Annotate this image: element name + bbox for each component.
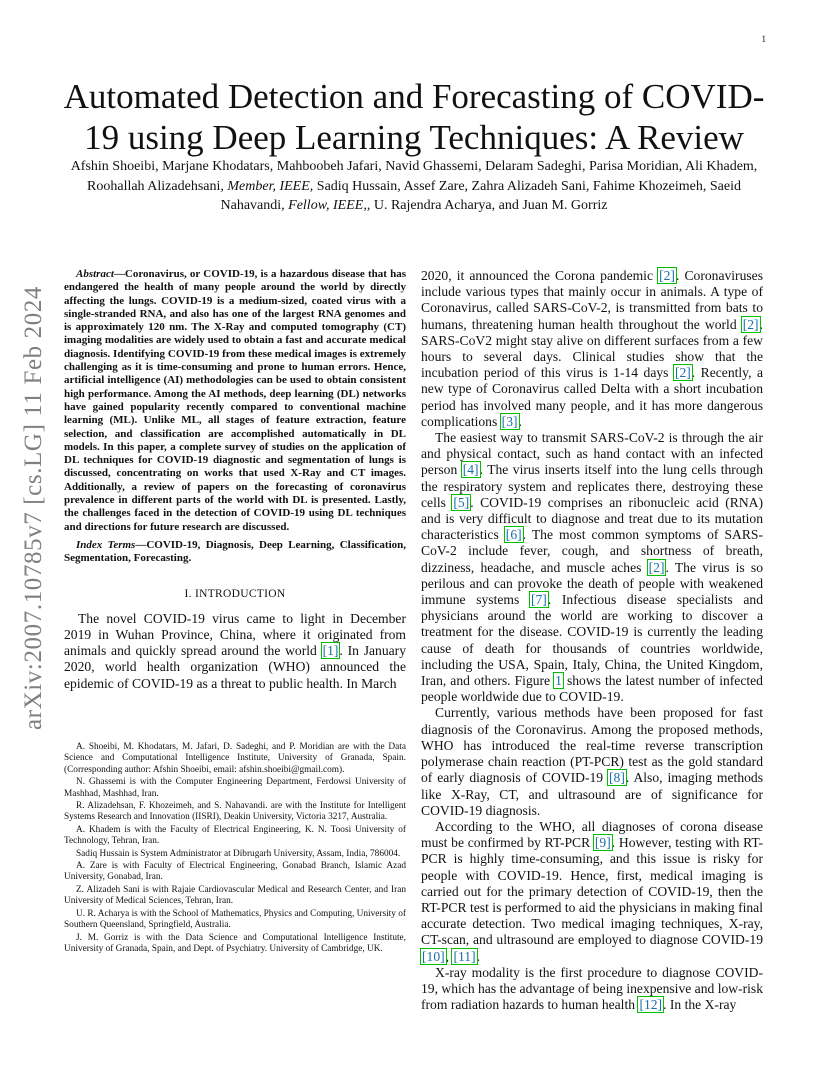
citation-link[interactable]: [3]: [501, 413, 518, 429]
text-run: . In the X-ray: [663, 997, 737, 1013]
footnote: Sadiq Hussain is System Administrator at Dibrugarh University, Assam, India, 786004.: [76, 848, 401, 859]
text-run: . Infectious disease specialists and physicians around the world are working to discover a treatment for the disease. COVID-19 is currently the leading cause of death for thousands of countries worldwide, including the USA, Spain, Italy, China, the United Kingdom, Iran, and others. Figure: [421, 592, 764, 689]
intro-paragraph-3: [421, 705, 763, 818]
text-run: ,: [445, 948, 453, 964]
footnote: U. R. Acharya is with the School of Mathematics, Physics and Computing, University of Southern Queensland, Springfield, Australia.: [64, 908, 406, 931]
intro-paragraph-1-cont: [421, 268, 763, 430]
author-affiliation-fellow: Fellow, IEEE,: [288, 198, 367, 213]
author-names-3: , U. Rajendra Acharya, and Juan M. Gorriz: [366, 198, 608, 213]
author-affiliation-member: Member, IEEE,: [227, 178, 314, 194]
author-footnotes: [64, 742, 406, 956]
citation-link[interactable]: [8]: [609, 770, 625, 786]
text-run: . However, testing with RT-PCR is highly time-consuming, and this issue is risky for people with COVID-19. Hence, first, medical imaging is carried out for the primary detection of COVID-19, then the RT-PCR test is performed to aid the physicians in making final accurate detection. Two medical imaging techniques, X-ray, CT-scan, and ultrasound are employed to diagnose COVID-19: [421, 835, 764, 948]
citation-link[interactable]: [11]: [453, 948, 476, 964]
author-names-1: Afshin Shoeibi, Marjane Khodatars, Mahboobeh Jafari, Navid Ghassemi, Delaram Sadeghi, Parisa Moridian, Ali Khadem, Roohallah Alizadehsani,: [70, 159, 758, 194]
citation-link[interactable]: [4]: [462, 462, 479, 478]
abstract-lead: Abstract: [76, 268, 114, 280]
text-run: . Recently, a new type of Coronavirus called Delta with a short incubation period has involved many people, and it has more dangerous complications: [421, 365, 763, 429]
footnote: Z. Alizadeh Sani is with Rajaie Cardiovascular Medical and Research Center, and Iran University of Medical Sciences, Tehran, Iran.: [64, 884, 406, 907]
intro-paragraph-2: [421, 430, 763, 705]
left-column: [64, 268, 406, 692]
citation-link[interactable]: [5]: [453, 494, 470, 510]
text-run: . The most common symptoms of SARS-CoV-2 include fever, cough, and shortness of breath, dizziness, headache, and muscle aches: [421, 527, 764, 575]
citation-link[interactable]: [2]: [742, 316, 759, 332]
abstract: [64, 268, 406, 534]
text-run: .: [518, 413, 522, 429]
text-run: . Also, imaging methods like X-Ray, CT, and ultrasound are of significance for COVID-19 diagnosis.: [421, 770, 763, 818]
text-run: X-ray modality is the first procedure to diagnose COVID-19, which has the advantage of being inexpensive and low-risk from radiation hazards to human health: [421, 964, 764, 1013]
citation-link[interactable]: [2]: [674, 365, 691, 381]
citation-link[interactable]: [7]: [530, 592, 547, 608]
text-run: The novel COVID-19 virus came to light in December 2019 in Wuhan Province, China, where it originated from animals and quickly spread around the world: [64, 610, 406, 659]
text-run: . Coronaviruses include various types that mainly occur in animals. A type of Coronavirus, called SARS-CoV-2, is transmitted from bats to humans, threatening human health throughout the world: [421, 268, 763, 332]
figure-link[interactable]: 1: [555, 673, 562, 689]
text-run: According to the WHO, all diagnoses of corona disease must be confirmed by RT-PCR: [421, 818, 763, 851]
citation-link[interactable]: [1]: [322, 643, 339, 659]
footnote: J. M. Gorriz is with the Data Science and Computational Intelligence Institute, University of Granada, Spain, and Dept. of Psychiatry. University of Cambridge, UK.: [64, 932, 406, 954]
text-run: . The virus inserts itself into the lung cells through the respiratory system and replicates there, destroying these cells: [421, 462, 764, 510]
page-number: 1: [761, 34, 766, 44]
citation-link[interactable]: [9]: [594, 835, 611, 851]
author-list: [70, 157, 758, 216]
intro-paragraph-1: [64, 611, 406, 692]
text-run: . SARS-CoV2 might stay alive on different surfaces from a few hours to several days. Clinical studies show that the incubation period of this virus is 1-14 days: [421, 316, 763, 381]
text-run: 2020, it announced the Corona pandemic: [421, 268, 659, 283]
text-run: The easiest way to transmit SARS-CoV-2 is through the air and physical contact, such as hand contact with an infected person: [421, 430, 763, 478]
section-heading-introduction: I. INTRODUCTION: [184, 587, 286, 600]
text-run: shows the latest number of infected people worldwide due to COVID-19.: [421, 673, 763, 705]
footnote: R. Alizadehsan, F. Khozeimeh, and S. Nahavandi. are with the Institute for Intelligent Systems Research and Innovation (IISRI), Deakin University, Victoria 3217, Australia.: [64, 801, 406, 823]
footnote: A. Zare is with Faculty of Electrical Engineering, Gonabad Branch, Islamic Azad University, Gonabad, Iran.: [64, 861, 406, 883]
abstract-text: —Coronavirus, or COVID-19, is a hazardous disease that has endangered the health of many people around the world by directly affecting the lungs. COVID-19 is a medium-sized, coated virus with a single-stranded RNA, and also has one of the largest RNA genomes and is approximately 120 nm. The X-Ray and computed tomography (CT) imaging modalities are widely used to obtain a fast and accurate medical diagnosis. Identifying COVID-19 from these medical images is extremely challenging as it is time-consuming and prone to human errors. Hence, artificial intelligence (AI) methodologies can be used to obtain consistent high performance. Among the AI methods, deep learning (DL) networks have gained popularity recently compared to conventional machine learning (ML). Unlike ML, all stages of feature extraction, feature selection, and classification are accomplished automatically in DL models. In this paper, a complete survey of studies on the application of DL techniques for COVID-19 diagnostic and segmentation of lungs is discussed, concentrating on works that used X-Ray and CT images. Additionally, a review of papers on the forecasting of coronavirus prevalence in different parts of the world with DL is presented. Lastly, the challenges faced in the detection of COVID-19 using DL techniques and directions for future research are discussed.: [64, 268, 406, 533]
footnote: A. Shoeibi, M. Khodatars, M. Jafari, D. Sadeghi, and P. Moridian are with the Data Science and Computational Intelligence Institute, University of Granada, Spain. (Corresponding author: Afshin Shoeibi, email: afshin.shoeibi@gmail.com).: [64, 742, 406, 775]
paper-title: Automated Detection and Forecasting of COVID-19 using Deep Learning Techniques: A Review: [63, 77, 765, 157]
right-column: [421, 268, 763, 1013]
text-run: Currently, various methods have been proposed for fast diagnosis of the Coronavirus. Among the proposed methods, WHO has introduced the real-time reverse transcription polymerase chain reaction (PT-PCR) test as the gold standard of early diagnosis of COVID-19: [421, 705, 763, 786]
citation-link[interactable]: [6]: [505, 527, 522, 543]
author-names-2: Sadiq Hussain, Assef Zare, Zahra Alizadeh Sani, Fahime Khozeimeh, Saeid Nahavandi,: [220, 178, 741, 213]
text-run: .: [476, 948, 481, 964]
citation-link[interactable]: [2]: [648, 559, 665, 575]
index-terms-text: —COVID-19, Diagnosis, Deep Learning, Classification, Segmentation, Forecasting.: [64, 538, 406, 565]
index-terms-lead: Index Terms: [76, 538, 136, 551]
text-run: . COVID-19 comprises an ribonucleic acid (RNA) and is very difficult to diagnose and treat due to its mutation characteristics: [421, 494, 763, 543]
intro-paragraph-4: [421, 819, 763, 965]
intro-paragraph-5: [421, 965, 763, 1014]
arxiv-identifier-stamp: [4, 238, 64, 778]
citation-link[interactable]: [2]: [659, 268, 675, 283]
arxiv-identifier-text: arXiv:2007.10785v7 [cs.LG] 11 Feb 2024: [20, 285, 47, 731]
index-terms: [64, 539, 406, 566]
footnote: A. Khadem is with the Faculty of Electrical Engineering, K. N. Toosi University of Technology, Tehran, Iran.: [64, 824, 406, 847]
citation-link[interactable]: [10]: [422, 948, 445, 964]
citation-link[interactable]: [12]: [639, 997, 663, 1013]
text-run: . In January 2020, world health organization (WHO) announced the epidemic of COVID-19 as a threat to public health. In March: [64, 643, 406, 691]
text-run: . The virus is so perilous and can provoke the death of people with weakened immune systems: [421, 559, 763, 608]
footnote: N. Ghassemi is with the Computer Engineering Department, Ferdowsi University of Mashhad, Mashhad, Iran.: [64, 777, 406, 799]
